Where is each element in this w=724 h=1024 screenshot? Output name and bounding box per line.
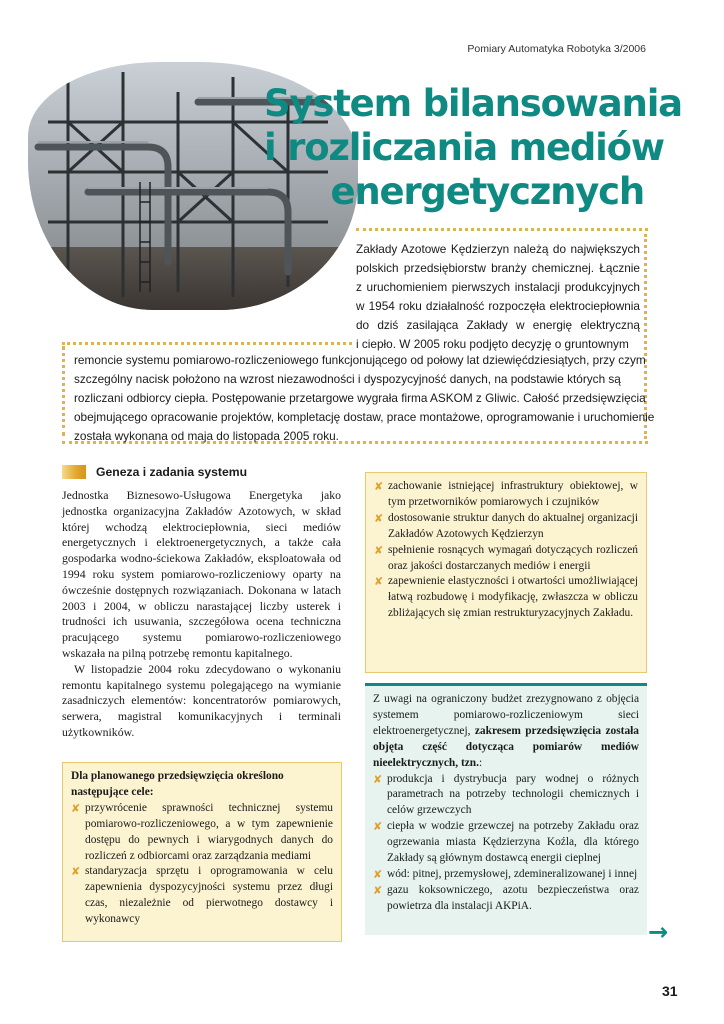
dotted-divider-left [62,346,65,436]
body-paragraph: Jednostka Biznesowo-Usługowa Energetyka jako jednostka organizacyjna Zakładów Azotowych, w skład której wchodzą elektrociepłownia, sieci mediów energetycznych i elektroenergetycznych, a także cała gospodarka wodno-ściekowa Zakładów, eksploatowała od 1994 roku system pomiarowo-rozliczeniowy oparty na ówcześnie dostępnych rozwiązaniach. Dokonana w latach 2003 i 2004, w obliczu narastającej liczby usterek i trudności ich usuwania, szczegółowa ocena techniczna pracującego systemu pomiarowo-rozliczeniowego wskazała na pilną potrzebę remontu kapitalnego. [62,488,341,660]
scope-box [365,683,647,935]
arrow-right-icon: → [648,918,669,946]
section-marker-icon [62,465,86,479]
list-item-text: produkcja i dystrybucja pary wodnej o różnych parametrach na potrzeby technologii chemicznych i celów grzewczych [387,772,639,817]
title-line: energetycznych [330,170,644,213]
goals-continued-box [365,472,647,673]
lead-line: Zakłady Azotowe Kędzierzyn należą do największych [356,242,640,256]
body-paragraph: W listopadzie 2004 roku zdecydowano o wykonaniu remontu kapitalnego systemu polegającego na wymianie zasadniczych elementów: koncentratorów pomiarowych, serwera, magistral komunikacyjnych i terminali użytkowników. [62,661,341,739]
check-x-icon: ✘ [374,543,384,557]
list-item [374,479,638,511]
check-x-icon: ✘ [374,511,384,525]
check-x-icon: ✘ [373,867,383,881]
scope-list [373,772,639,915]
check-x-icon: ✘ [374,480,384,493]
article-title [264,82,682,214]
dotted-divider-middle [62,342,352,345]
lead-line: z uruchomieniem pierwszych instalacji produkcyjnych [356,280,640,294]
body-column-left [62,488,341,741]
list-item [374,574,638,622]
check-x-icon: ✘ [71,801,81,815]
lead-line: do dziś zasilająca Zakłady w energię elektryczną [356,318,640,332]
lead-line: została wykonana od maja do listopada 2005 roku. [74,429,339,443]
goals-heading: Dla planowanego przedsięwzięcia określono następujące cele: [71,770,284,798]
list-item-text: wód: pitnej, przemysłowej, zdemineralizowanej i innej [387,867,638,880]
goals-box [62,762,342,942]
check-x-icon: ✘ [373,883,383,897]
section-title: Geneza i zadania systemu [96,465,248,479]
scope-intro-end: : [478,756,483,769]
scope-intro-text: Z uwagi na ograniczony budżet zrezygnowano z objęcia systemem pomiarowo-rozliczeniowym sieci elektroenergetycznej, [373,693,639,737]
list-item [71,864,333,928]
list-item [373,819,639,867]
lead-line: obejmującego opracowanie projektów, kompletację dostaw, prace montażowe, oprogramowanie i uruchomienie [74,410,655,424]
dotted-divider-right [644,234,647,439]
list-item-text: standaryzacja sprzętu i oprogramowania w celu zapewnienia dyspozycyjności systemu przez długi czas, niezależnie od pierwotnego dostawcy i wykonawcy [85,865,333,926]
lead-line: szczególny nacisk położono na wzrost niezawodności i dyspozycyjność danych, na podstawie których są [74,372,621,386]
lead-paragraph-bottom [74,351,655,446]
list-item-text: dostosowanie struktur danych do aktualnej organizacji Zakładów Azotowych Kędzierzyn [388,511,638,540]
list-item [373,772,639,820]
goals-continued-list [374,479,638,622]
lead-line: polskich przedsiębiorstw branży chemicznej. Łącznie [356,261,640,275]
list-item-text: zachowanie istniejącej infrastruktury obiektowej, w tym przetworników pomiarowych i czujników [388,480,638,508]
lead-line: remoncie systemu pomiarowo-rozliczeniowego funkcjonującego od połowy lat dziewięćdziesiątych, przy czym [74,353,646,367]
lead-paragraph-top [356,240,640,354]
lead-line: rozliczani odbiorcy ciepła. Postępowanie przetargowe wygrała firma ASKOM z Gliwic. Całość przedsięwzięcia [74,391,646,405]
check-x-icon: ✘ [373,772,383,786]
section-heading [62,465,247,479]
check-x-icon: ✘ [373,820,383,834]
journal-header: Pomiary Automatyka Robotyka 3/2006 [467,43,646,55]
list-item [374,543,638,575]
title-line: i rozliczania mediów [264,126,664,169]
list-item [373,883,639,915]
list-item [373,867,639,883]
dotted-divider-top [356,228,648,231]
scope-intro-bold: zakresem przedsięwzięcia została objęta część dotycząca pomiarów mediów nieelektrycznych, tzn. [373,724,639,769]
list-item-text: zapewnienie elastyczności i otwartości umożliwiającej łatwą rozbudowę i modyfikację, zwłaszcza w obliczu zbliżających się zmian restrukturyzacyjnych Zakładu. [388,575,638,620]
page-number: 31 [662,983,678,999]
list-item-text: spełnienie rosnących wymagań dotyczących rozliczeń oraz jakości dostarczanych mediów i energii [388,543,638,572]
check-x-icon: ✘ [71,865,81,879]
goals-list [71,801,333,928]
list-item-text: ciepła w wodzie grzewczej na potrzeby Zakładu oraz ogrzewania miasta Kędzierzyna Koźla, dla którego Zakłady są głównym dostawcą energii cieplnej [387,820,639,865]
scope-intro [373,692,639,772]
title-line: System bilansowania [264,82,682,125]
lead-line: i ciepło. W 2005 roku podjęto decyzję o gruntownym [356,337,629,351]
check-x-icon: ✘ [374,575,384,589]
list-item-text: przywrócenie sprawności technicznej systemu pomiarowo-rozliczeniowego, a w tym zapewnienie dostępu do pewnych i wiarygodnych danych do rozliczeń z odbiorcami oraz zarządzania mediami [85,801,333,862]
lead-line: w 1954 roku działalność rozpoczęła elektrociepłownia [356,299,640,313]
list-item-text: gazu koksowniczego, azotu bezpieczeństwa oraz powietrza dla instalacji AKPiA. [387,883,639,912]
list-item [71,801,333,865]
list-item [374,511,638,543]
